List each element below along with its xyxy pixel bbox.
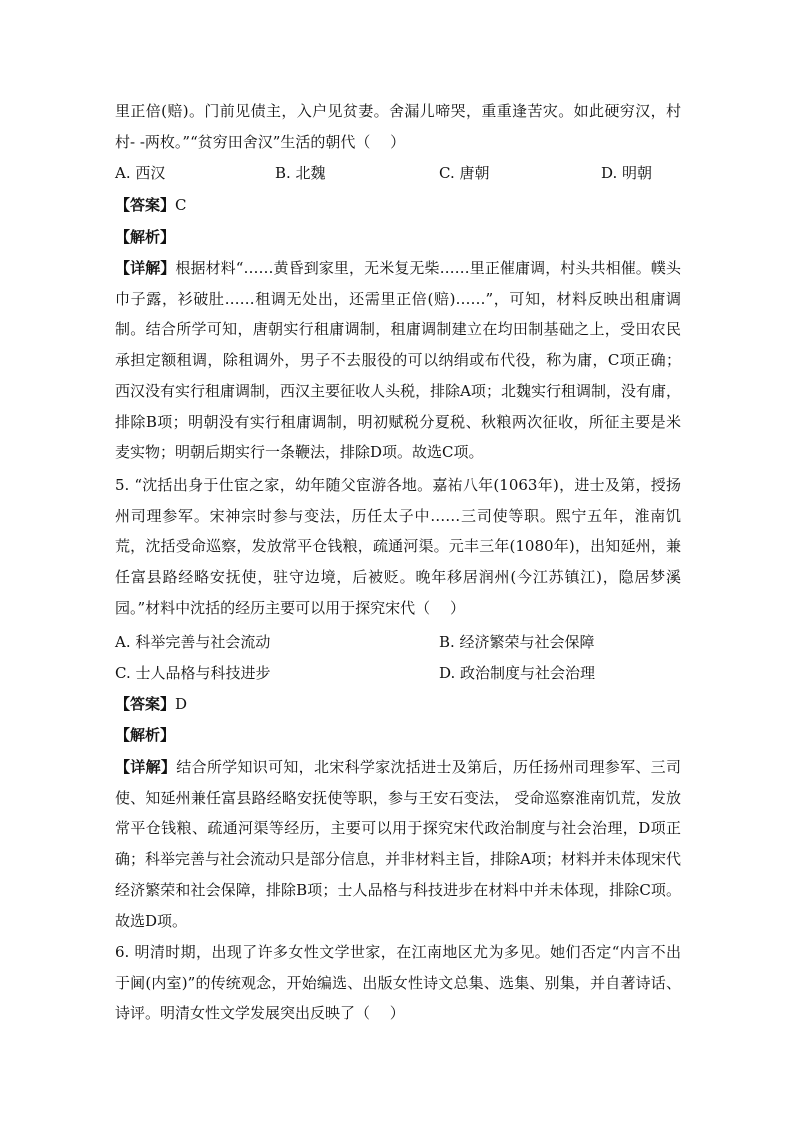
- q5-option-a[interactable]: A. 科举完善与社会流动: [115, 633, 271, 651]
- q5-detail-label: 【详解】: [115, 758, 177, 776]
- q4-detail-text: 根据材料“……黄昏到家里，无米复无柴……里正催庸调，村头共相催。幞头巾子露，衫破肚……租调无处出，还需里正倍(赔)……”，可知，材料反映出租庸调制。结合所学可知，唐朝实行租庸调制，租庸调制建立在均田制基础之上，受田农民承担定额租调，除租调外，男子不去服役的可以纳绢或布代役，称为庸，C项正确；西汉没有实行租庸调制，西汉主要征收人头税，排除A项；北魏实行租调制，没有庸，排除B项；明朝没有实行租庸调制，明初赋税分夏税、秋粮两次征收，所征主要是米麦实物；明朝后期实行一条鞭法，排除D项。故选C项。: [115, 259, 681, 462]
- q5-answer-value: D: [175, 695, 188, 713]
- q6-stem: 6. 明清时期，出现了许多女性文学世家，在江南地区尤为多见。她们否定“内言不出于阃(内室)”的传统观念，开始编选、出版女性诗文总集、选集、别集，并自著诗话、诗评。明清女性文学发展突出反映了（ ）: [115, 943, 681, 1023]
- q4-option-d[interactable]: D. 明朝: [601, 164, 653, 182]
- q4-stem-tail: 里正倍(赔)。门前见债主，入户见贫妻。舍漏儿啼哭，重重逢苦灾。如此硬穷汉，村村- -两枚。”“贫穷田舍汉”生活的朝代（ ）: [115, 102, 681, 151]
- q4-option-a[interactable]: A. 西汉: [115, 164, 166, 182]
- q5-answer: [115, 689, 187, 719]
- q5-option-d[interactable]: D. 政治制度与社会治理: [439, 664, 596, 682]
- q4-answer: [115, 190, 187, 220]
- q5-detail: [115, 752, 681, 936]
- q4-option-c[interactable]: C. 唐朝: [439, 164, 490, 182]
- q4-detail: [115, 253, 681, 468]
- q4-answer-value: C: [175, 196, 187, 214]
- q4-analysis-label: 【解析】: [115, 228, 176, 246]
- q4-answer-label: 【答案】: [115, 196, 176, 214]
- q4-option-b[interactable]: B. 北魏: [275, 164, 326, 182]
- q4-options: [115, 158, 681, 188]
- q5-answer-label: 【答案】: [115, 695, 176, 713]
- q5-option-c[interactable]: C. 士人品格与科技进步: [115, 664, 271, 682]
- q5-detail-text: 结合所学知识可知，北宋科学家沈括进士及第后，历任扬州司理参军、三司使、知延州兼任富县路经略安抚使等职，参与王安石变法， 受命巡察淮南饥荒，发放常平仓钱粮、疏通河渠等经历，主要可以用于探究宋代政治制度与社会治理，D项正确；科举完善与社会流动只是部分信息，并非材料主旨，排除A项；材料并未体现宋代经济繁荣和社会保障，排除B项；士人品格与科技进步在材料中并未体现，排除C项。故选D项。: [115, 758, 681, 930]
- q5-options-row-1: [115, 627, 681, 657]
- q5-options-row-2: [115, 658, 681, 688]
- q5-analysis-label: 【解析】: [115, 726, 176, 744]
- q5-option-b[interactable]: B. 经济繁荣与社会保障: [439, 633, 595, 651]
- q4-detail-label: 【详解】: [115, 259, 176, 277]
- q5-stem: 5. “沈括出身于仕宦之家，幼年随父宦游各地。嘉祐八年(1063年)，进士及第，授扬州司理参军。宋神宗时参与变法，历任太子中……三司使等职。熙宁五年，淮南饥荒，沈括受命巡察，发放常平仓钱粮，疏通河渠。元丰三年(1080年)，出知延州，兼任富县路经略安抚使，驻守边境，后被贬。晚年移居润州(今江苏镇江)，隐居梦溪园。”材料中沈括的经历主要可以用于探究宋代（ ）: [115, 476, 681, 617]
